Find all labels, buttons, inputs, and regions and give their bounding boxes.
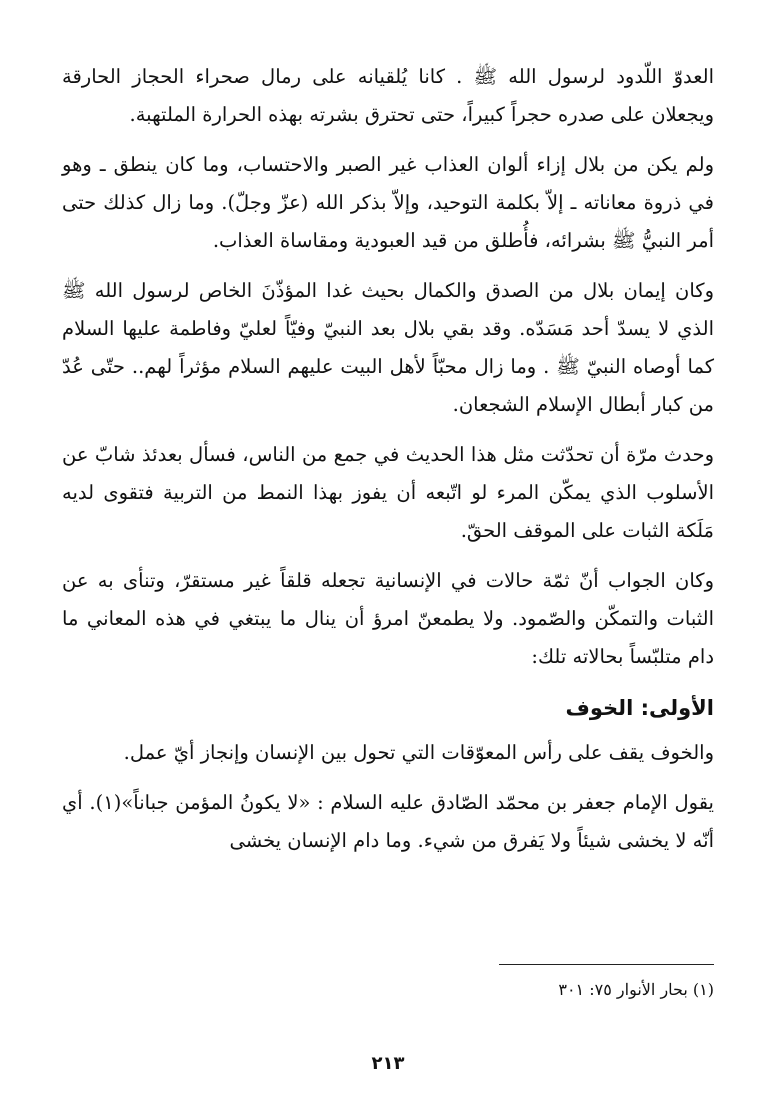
paragraph-5: وكان الجواب أنّ ثمّة حالات في الإنسانية تجعله قلقاً غير مستقرّ، وتنأى به عن الثبات والتمكّن والصّمود. ولا يطمعنّ امرؤ أن ينال ما يبتغي في هذه المعاني ما دام متلبّساً بحالاته تلك: bbox=[62, 569, 714, 668]
paragraph-6: والخوف يقف على رأس المعوّقات التي تحول بين الإنسان وإنجاز أيّ عمل. bbox=[123, 741, 714, 764]
paragraph-2: ولم يكن من بلال إزاء ألوان العذاب غير الصبر والاحتساب، وما كان ينطق ـ وهو في ذروة معاناته ـ إلاّ بكلمة التوحيد، وإلاّ بذكر الله (عزّ وجلّ). وما زال كذلك حتى أمر النبيُّ ﷺ بشرائه، فأُطلق من قيد العبودية ومقاساة العذاب. bbox=[62, 153, 714, 252]
page-body bbox=[62, 58, 714, 872]
paragraph-4: وحدث مرّة أن تحدّثت مثل هذا الحديث في جمع من الناس، فسأل بعدئذ شابّ عن الأسلوب الذي يمكّن المرء لو اتّبعه أن يفوز بهذا النمط من التربية فتقوى لديه مَلَكة الثبات على الموقف الحقّ. bbox=[62, 443, 714, 542]
footnote-divider bbox=[499, 964, 714, 965]
footnote: (١) بحار الأنوار ٧٥: ٣٠١ bbox=[558, 980, 714, 999]
page-number: ٢١٣ bbox=[371, 1053, 405, 1074]
paragraph-1: العدوّ اللّدود لرسول الله ﷺ . كانا يُلقيانه على رمال صحراء الحجاز الحارقة ويجعلان على صدره حجراً كبيراً، حتى تحترق بشرته بهذه الحرارة الملتهبة. bbox=[62, 65, 714, 126]
section-heading: الأولى: الخوف bbox=[565, 696, 714, 720]
paragraph-7: يقول الإمام جعفر بن محمّد الصّادق عليه السلام : «لا يكونُ المؤمن جباناً»(١). أي أنّه لا يخشى شيئاً ولا يَفرق من شيء. وما دام الإنسان يخشى bbox=[62, 791, 714, 852]
paragraph-3: وكان إيمان بلال من الصدق والكمال بحيث غدا المؤذّنَ الخاص لرسول الله ﷺ الذي لا يسدّ أحد مَسَدّه. وقد بقي بلال بعد النبيّ وفيّاً لعليّ وفاطمة عليها السلام كما أوصاه النبيّ ﷺ . وما زال محبّاً لأهل البيت عليهم السلام مؤثراً لهم.. حتّى عُدّ من كبار أبطال الإسلام الشجعان. bbox=[62, 279, 714, 416]
